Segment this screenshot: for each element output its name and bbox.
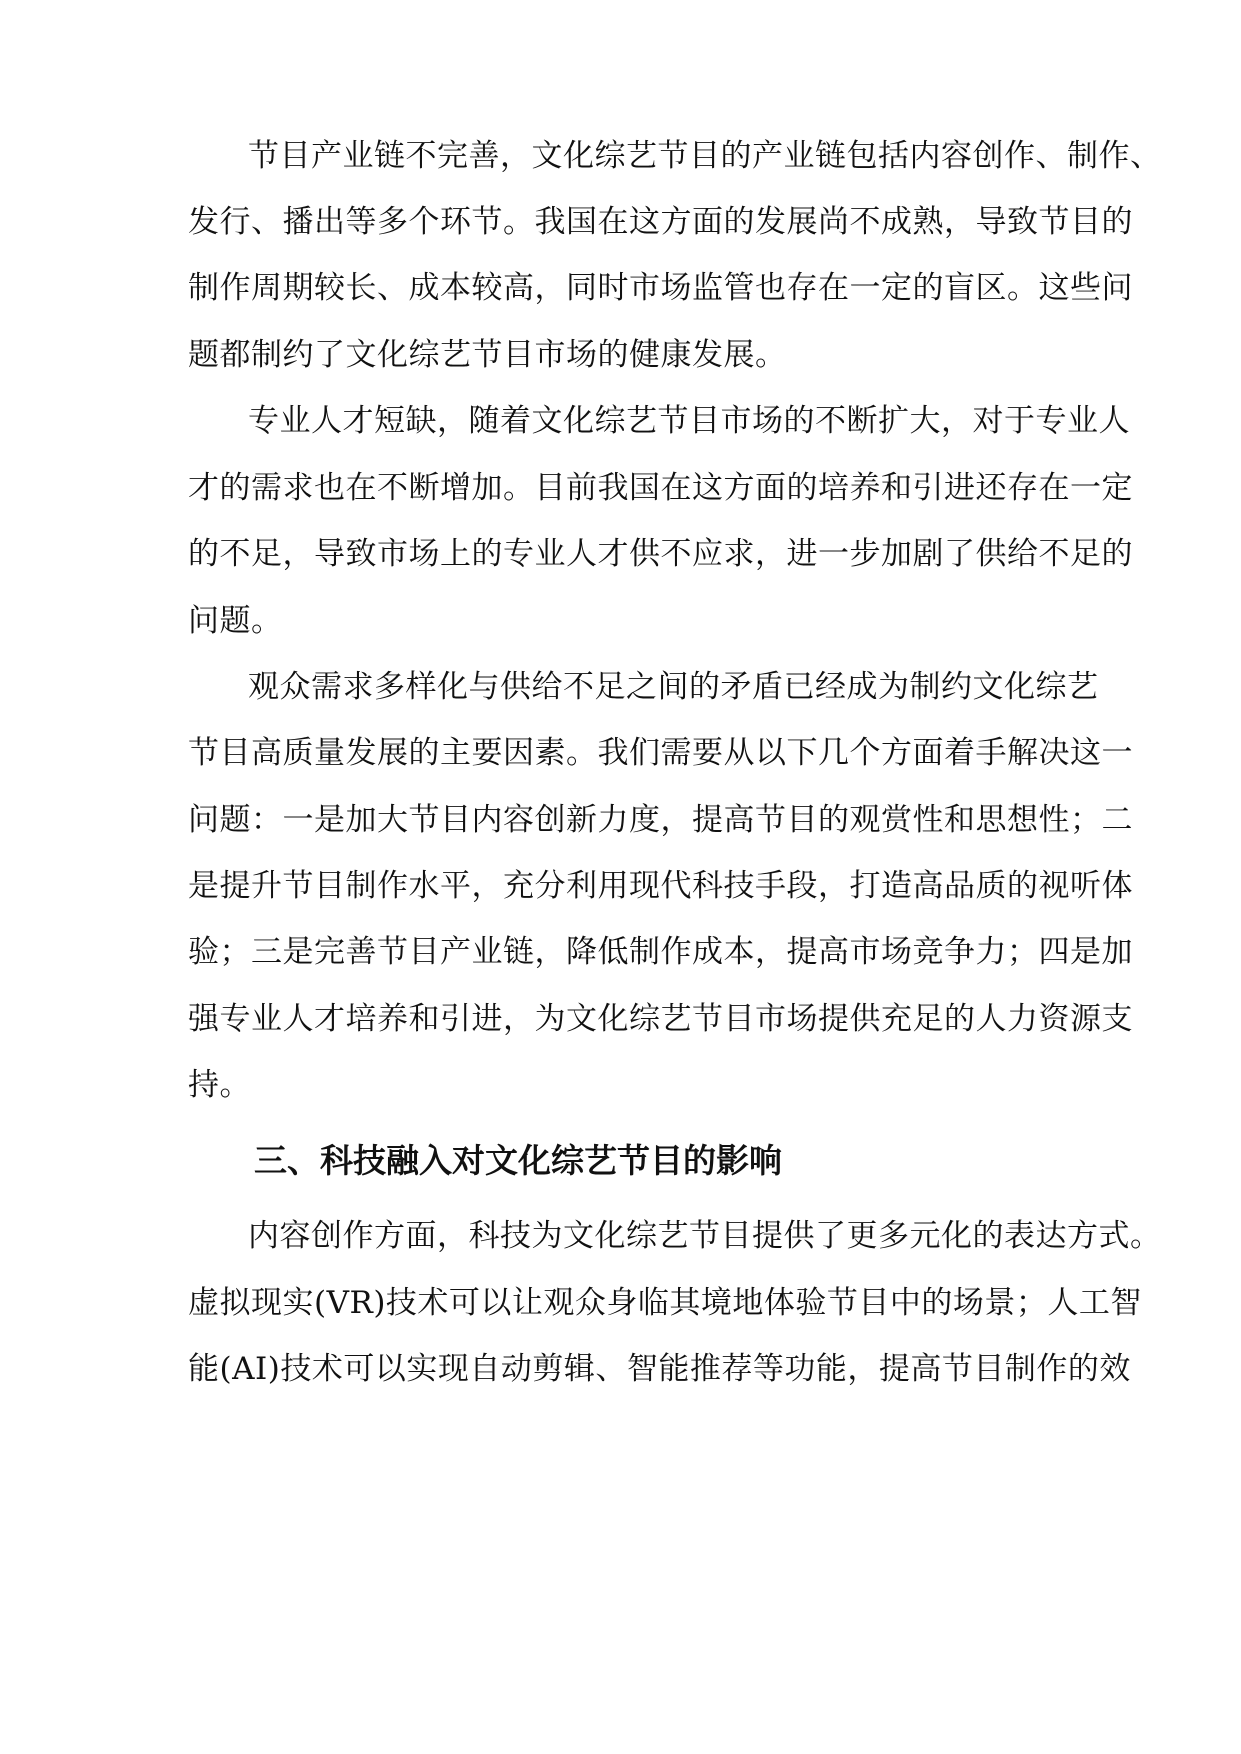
text-line: 问题：一是加大节目内容创新力度，提高节目的观赏性和思想性；二 (188, 802, 1133, 838)
text-line: 的不足，导致市场上的专业人才供不应求，进一步加剧了供给不足的 (188, 536, 1133, 572)
text-line: 持。 (188, 1067, 251, 1103)
text-line: 观众需求多样化与供给不足之间的矛盾已经成为制约文化综艺 (248, 669, 1099, 705)
text-line: 专业人才短缺，随着文化综艺节目市场的不断扩大，对于专业人 (248, 403, 1130, 439)
text-line: 能(AI)技术可以实现自动剪辑、智能推荐等功能，提高节目制作的效 (188, 1351, 1131, 1387)
text-line: 问题。 (188, 603, 283, 639)
text-line: 节目产业链不完善，文化综艺节目的产业链包括内容创作、制作、 (248, 138, 1162, 174)
section-heading: 三、科技融入对文化综艺节目的影响 (254, 1141, 782, 1180)
text-line: 内容创作方面，科技为文化综艺节目提供了更多元化的表达方式。 (248, 1218, 1162, 1254)
text-line: 节目高质量发展的主要因素。我们需要从以下几个方面着手解决这一 (188, 735, 1133, 771)
text-line: 验；三是完善节目产业链，降低制作成本，提高市场竞争力；四是加 (188, 934, 1133, 970)
text-line: 才的需求也在不断增加。目前我国在这方面的培养和引进还存在一定 (188, 470, 1133, 506)
text-line: 强专业人才培养和引进，为文化综艺节目市场提供充足的人力资源支 (188, 1001, 1133, 1037)
text-line: 制作周期较长、成本较高，同时市场监管也存在一定的盲区。这些问 (188, 270, 1133, 306)
text-line: 虚拟现实(VR)技术可以让观众身临其境地体验节目中的场景；人工智 (188, 1285, 1142, 1321)
text-line: 是提升节目制作水平，充分利用现代科技手段，打造高品质的视听体 (188, 868, 1133, 904)
text-line: 发行、播出等多个环节。我国在这方面的发展尚不成熟，导致节目的 (188, 204, 1133, 240)
text-line: 题都制约了文化综艺节目市场的健康发展。 (188, 337, 787, 373)
